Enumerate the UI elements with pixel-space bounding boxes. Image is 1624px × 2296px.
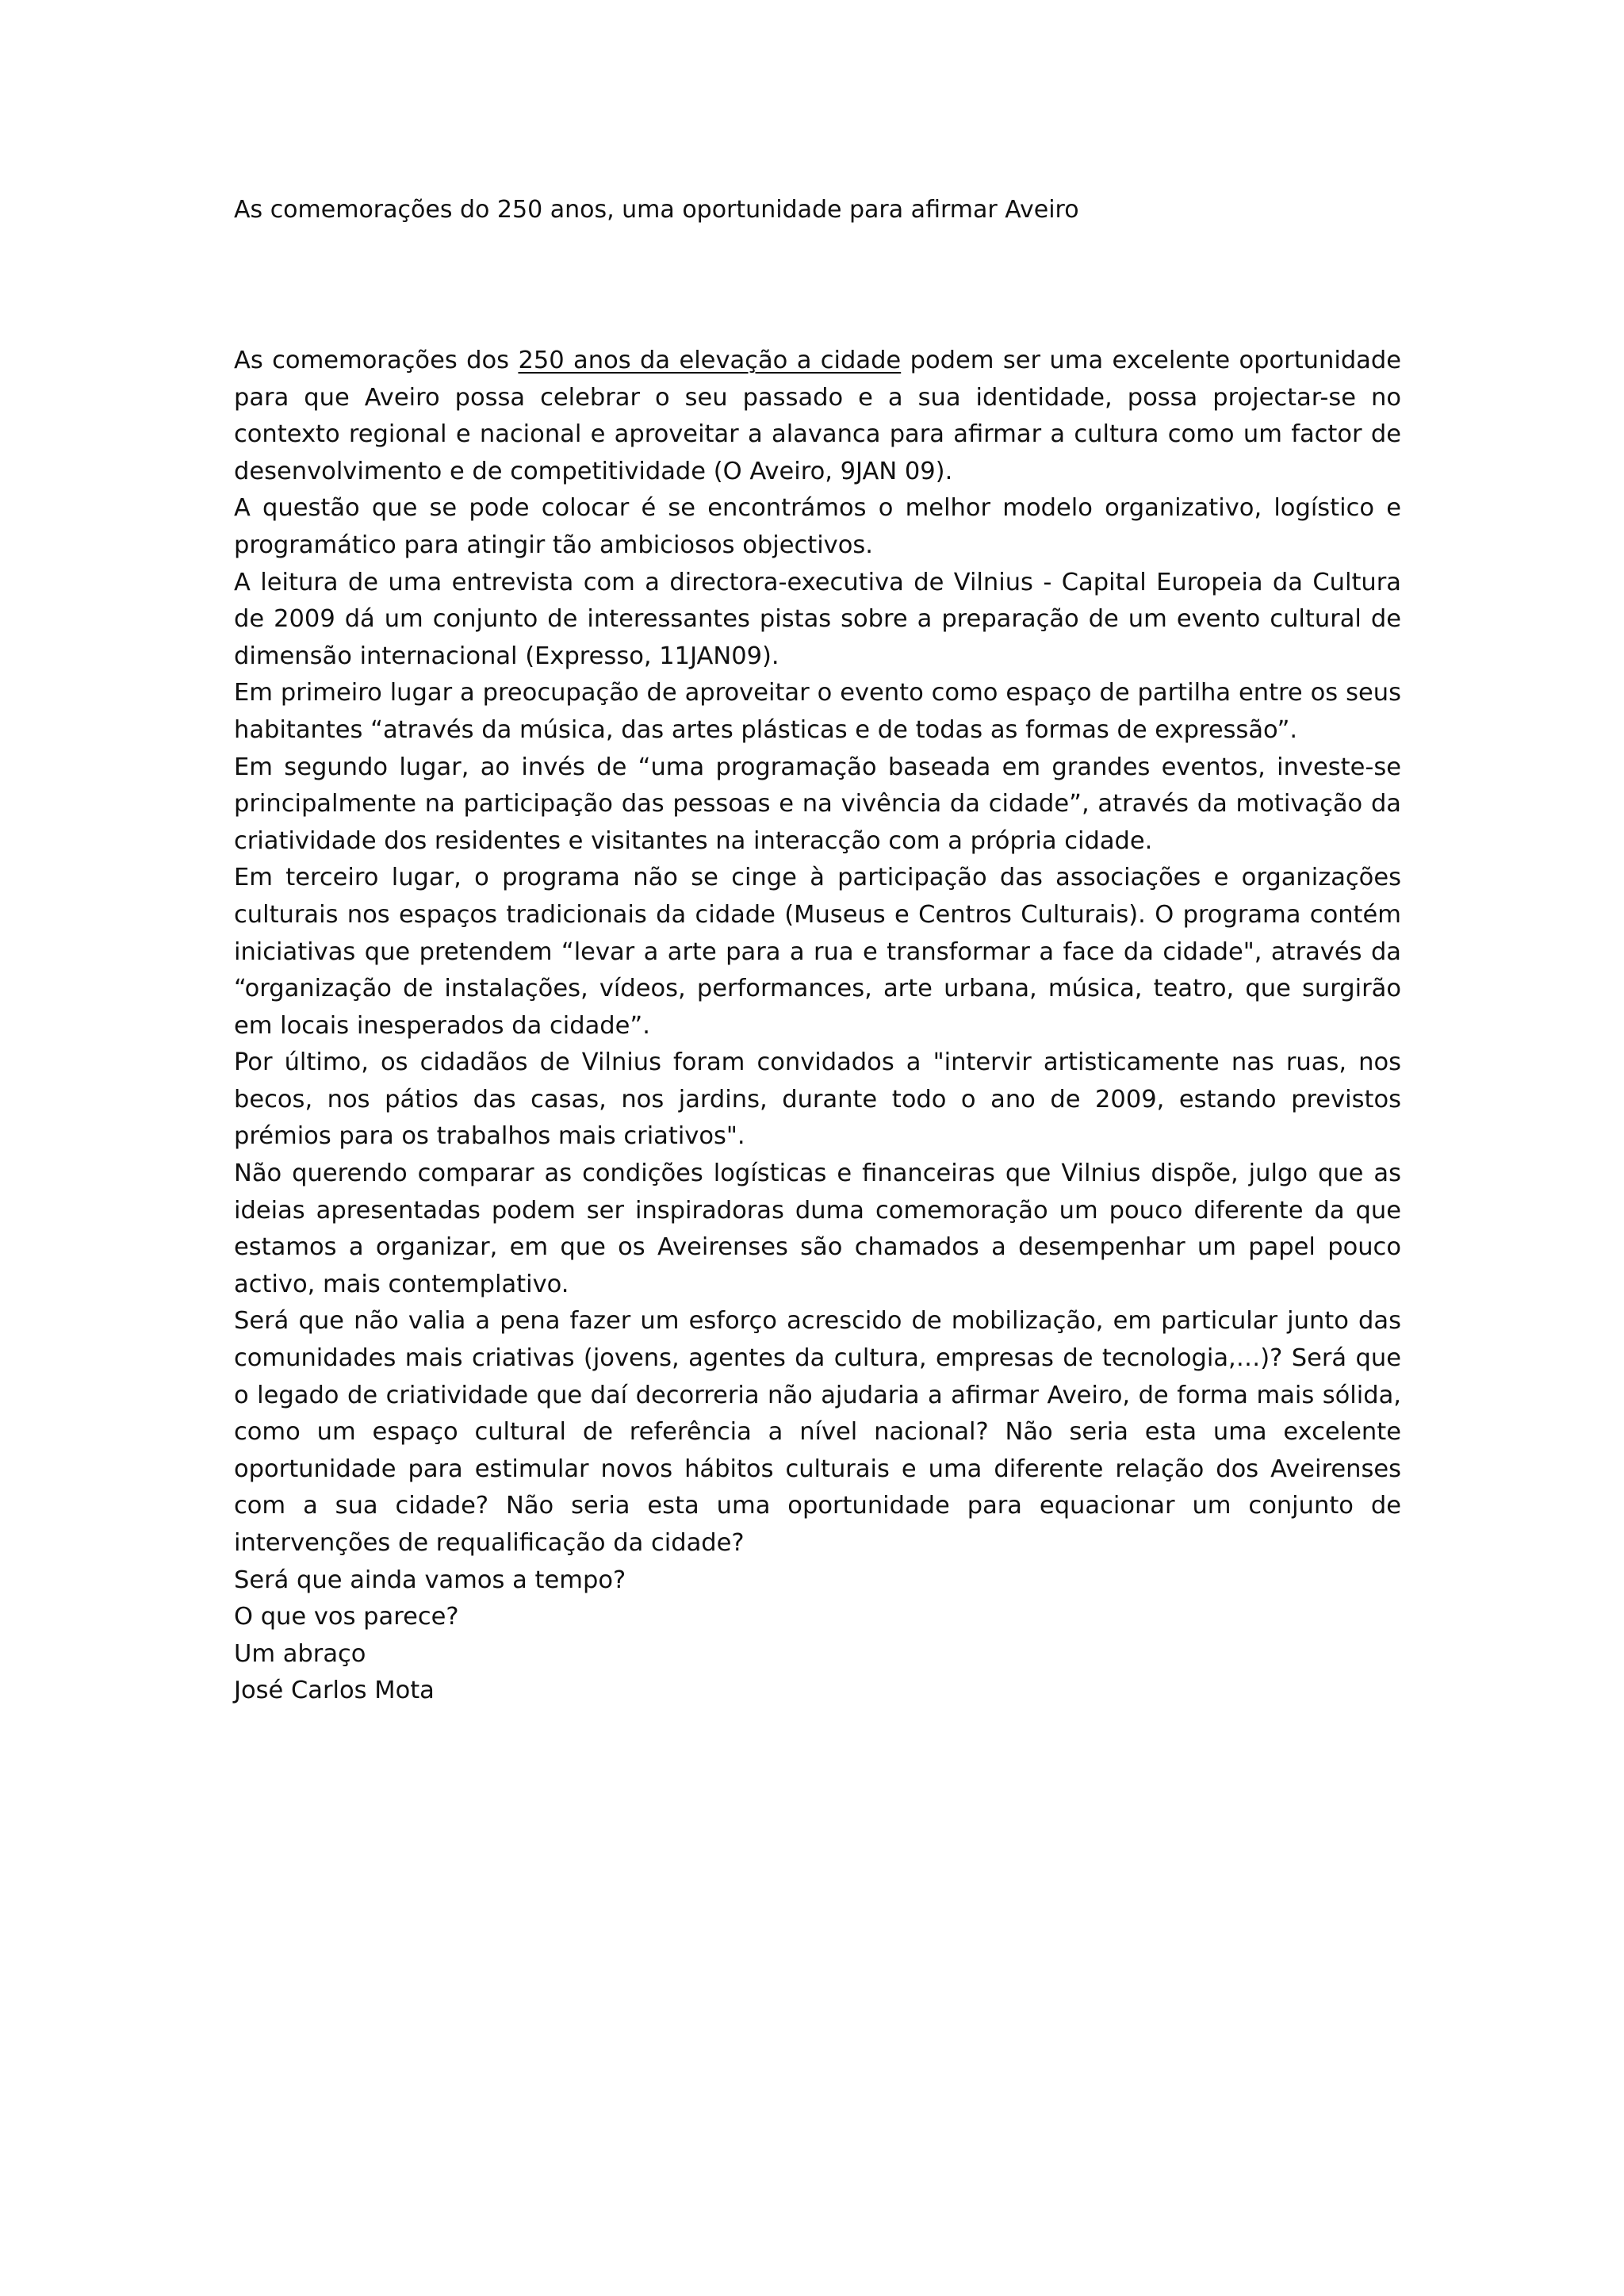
document-body [234,343,1401,1710]
paragraph-questions: Será que não valia a pena fazer um esforço acrescido de mobilização, em particular junto das comunidades mais criativas (jovens, agentes da cultura, empresas de tecnologia,…)? Será que o legado de criatividade que daí decorreria não ajudaria a afirmar Aveiro, de forma mais sólida, como um espaço cultural de referência a nível nacional? Não seria esta uma excelente oportunidade para estimular novos hábitos culturais e uma diferente relação dos Aveirenses com a sua cidade? Não seria esta uma oportunidade para equacionar um conjunto de intervenções de requalificação da cidade? [234,1307,1401,1557]
closing-question-opinion: O que vos parece? [234,1603,459,1631]
anniversary-link[interactable]: 250 anos da elevação a cidade [518,347,902,374]
paragraph-question: A questão que se pode colocar é se encontrámos o melhor modelo organizativo, logístico e programático para atingir tão ambiciosos objectivos. [234,494,1401,559]
closing-question-time: Será que ainda vamos a tempo? [234,1566,626,1594]
author-signature: José Carlos Mota [234,1677,435,1705]
paragraph-last-point: Por último, os cidadãos de Vilnius foram convidados a "intervir artisticamente nas ruas, nos becos, nos pátios das casas, nos jardins, durante todo o ano de 2009, estando previstos prémios para os trabalhos mais criativos". [234,1048,1401,1151]
paragraph-comparison: Não querendo comparar as condições logísticas e financeiras que Vilnius dispõe, julgo que as ideias apresentadas podem ser inspiradoras duma comemoração um pouco diferente da que estamos a organizar, em que os Aveirenses são chamados a desempenhar um papel pouco activo, mais contemplativo. [234,1159,1401,1298]
paragraph-first-point: Em primeiro lugar a preocupação de aproveitar o evento como espaço de partilha entre os seus habitantes “através da música, das artes plásticas e de todas as formas de expressão”. [234,679,1401,744]
paragraph-intro-rest: podem ser uma excelente oportunidade para que Aveiro possa celebrar o seu passado e a sua identidade, possa projectar-se no contexto regional e nacional e aproveitar a alavanca para afirmar a cultura como um factor de desenvolvimento e de competitividade (O Aveiro, 9JAN 09). [234,347,1401,485]
paragraph-second-point: Em segundo lugar, ao invés de “uma programação baseada em grandes eventos, investe-se principalmente na participação das pessoas e na vivência da cidade”, através da motivação da criatividade dos residentes e visitantes na interacção com a própria cidade. [234,753,1401,855]
paragraph-intro [234,343,1401,490]
paragraph-intro-start: As comemorações dos [234,347,519,374]
closing-greeting: Um abraço [234,1639,366,1668]
paragraph-third-point: Em terceiro lugar, o programa não se cinge à participação das associações e organizações culturais nos espaços tradicionais da cidade (Museus e Centros Culturais). O programa contém iniciativas que pretendem “levar a arte para a rua e transformar a face da cidade", através da “organização de instalações, vídeos, performances, arte urbana, música, teatro, que surgirão em locais inesperados da cidade”. [234,864,1401,1040]
document-title: As comemorações do 250 anos, uma oportunidade para afirmar Aveiro [234,196,1079,224]
paragraph-vilnius-interview: A leitura de uma entrevista com a directora-executiva de Vilnius - Capital Europeia da Cultura de 2009 dá um conjunto de interessantes pistas sobre a preparação de um evento cultural de dimensão internacional (Expresso, 11JAN09). [234,568,1401,670]
